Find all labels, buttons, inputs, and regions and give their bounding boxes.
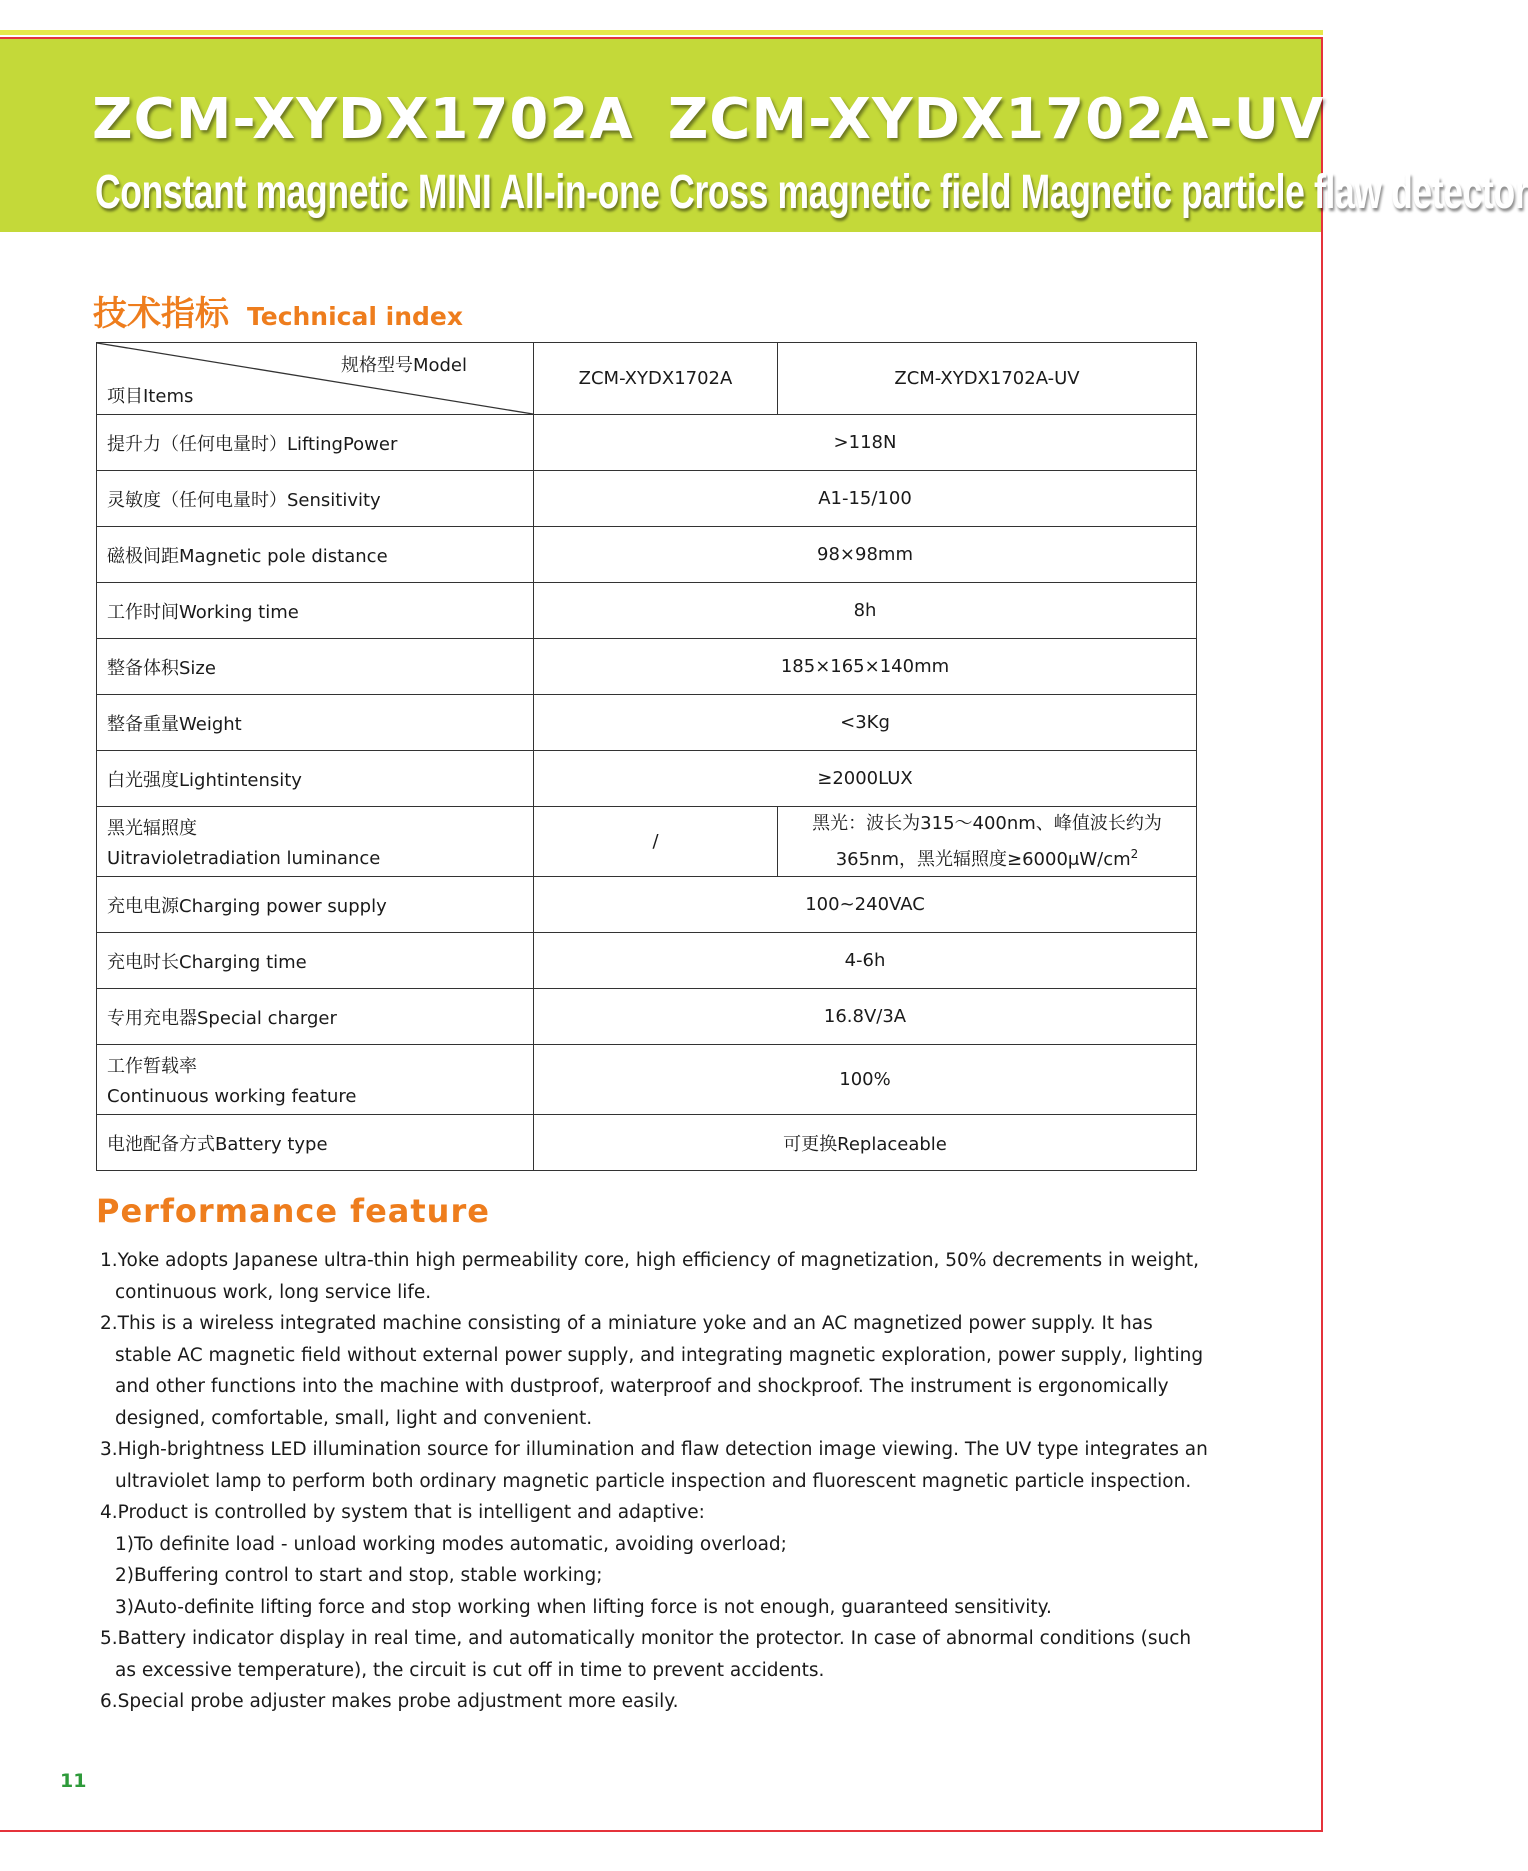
feature-item: 5.Battery indicator display in real time, and automatically monitor the protector. In case of abnormal conditions (such as excessive temperature), the circuit is cut off in time to prevent accidents. — [100, 1628, 1192, 1681]
row-label — [97, 807, 534, 877]
table-row — [97, 751, 1197, 807]
row-label: 白光强度Lightintensity — [97, 751, 534, 807]
row-label: 充电电源Charging power supply — [97, 877, 534, 933]
row-label: 整备重量Weight — [97, 695, 534, 751]
feature-subitem: 2)Buffering control to start and stop, stable working; — [115, 1565, 603, 1586]
uv-note-line2-text: 365nm，黑光辐照度≥6000μW/cm — [835, 848, 1131, 870]
row-value-a: / — [534, 807, 778, 877]
performance-heading: Performance feature — [96, 1192, 490, 1230]
table-row — [97, 527, 1197, 583]
row-label: 整备体积Size — [97, 639, 534, 695]
banner-subtitle: Constant magnetic MINI All-in-one Cross magnetic field Magnetic particle flaw detector — [95, 166, 1528, 219]
performance-list — [100, 1245, 1210, 1718]
row-label: 充电时长Charging time — [97, 933, 534, 989]
technical-index-heading — [93, 286, 463, 335]
feature-item: 2.This is a wireless integrated machine consisting of a miniature yoke and an AC magnetized power supply. It has stable AC magnetic field without external power supply, and integrating magnetic exploration, power supply, lighting and other functions into the machine with dustproof, waterproof and shockproof. The instrument is ergonomically designed, comfortable, small, light and convenient. — [100, 1313, 1204, 1429]
header-col-a: ZCM-XYDX1702A — [534, 343, 778, 415]
row-label — [97, 1045, 534, 1115]
model-b-title: ZCM-XYDX1702A-UV — [667, 87, 1325, 152]
feature-item: 4.Product is controlled by system that is intelligent and adaptive: — [100, 1502, 705, 1523]
table-row — [97, 989, 1197, 1045]
row-value: 4-6h — [534, 933, 1197, 989]
table-row — [97, 1045, 1197, 1115]
page-number: 11 — [60, 1770, 87, 1792]
row-value: 100~240VAC — [534, 877, 1197, 933]
table-row — [97, 471, 1197, 527]
row-label: 工作时间Working time — [97, 583, 534, 639]
table-row — [97, 583, 1197, 639]
feature-item: 6.Special probe adjuster makes probe adjustment more easily. — [100, 1691, 679, 1712]
unit-superscript: 2 — [1130, 846, 1139, 861]
heading-cn: 技术指标 — [93, 294, 229, 334]
header-diagonal-cell — [97, 343, 534, 415]
row-value: >118N — [534, 415, 1197, 471]
table-header-row — [97, 343, 1197, 415]
feature-item: 1.Yoke adopts Japanese ultra-thin high permeability core, high efficiency of magnetization, 50% decrements in weight, continuous work, long service life. — [100, 1250, 1200, 1303]
feature-item: 3.High-brightness LED illumination source for illumination and flaw detection image viewing. The UV type integrates an ultraviolet lamp to perform both ordinary magnetic particle inspection and fluorescent magnetic particle inspection. — [100, 1439, 1208, 1492]
row-value-b — [778, 807, 1197, 877]
table-row — [97, 1115, 1197, 1171]
title-banner — [0, 39, 1528, 232]
row-value: 16.8V/3A — [534, 989, 1197, 1045]
row-label-en: Continuous working feature — [107, 1086, 357, 1107]
table-row — [97, 639, 1197, 695]
row-value: <3Kg — [534, 695, 1197, 751]
top-stripe — [0, 30, 1323, 35]
table-row — [97, 807, 1197, 877]
feature-subitem: 3)Auto-definite lifting force and stop working when lifting force is not enough, guaranteed sensitivity. — [115, 1596, 1052, 1618]
uv-note-line2 — [788, 839, 1186, 875]
feature-subitem: 1)To definite load - unload working modes automatic, avoiding overload; — [115, 1533, 787, 1555]
row-value: 可更换Replaceable — [534, 1115, 1197, 1171]
row-value: 100% — [534, 1045, 1197, 1115]
row-value: ≥2000LUX — [534, 751, 1197, 807]
row-label: 磁极间距Magnetic pole distance — [97, 527, 534, 583]
header-items-label: 项目Items — [107, 386, 194, 407]
row-label-cn: 工作暂载率 — [107, 1056, 197, 1077]
model-a-title: ZCM-XYDX1702A — [92, 87, 634, 152]
row-label-en: Uitravioletradiation luminance — [107, 848, 381, 869]
uv-note-line1: 黑光：波长为315～400nm、峰值波长约为 — [812, 812, 1162, 834]
spec-table — [96, 342, 1197, 1171]
table-row — [97, 877, 1197, 933]
row-value: 98×98mm — [534, 527, 1197, 583]
header-col-b: ZCM-XYDX1702A-UV — [778, 343, 1197, 415]
row-label: 电池配备方式Battery type — [97, 1115, 534, 1171]
row-label: 灵敏度（任何电量时）Sensitivity — [97, 471, 534, 527]
row-label: 专用充电器Special charger — [97, 989, 534, 1045]
banner-model-numbers — [92, 87, 1324, 152]
table-row — [97, 695, 1197, 751]
row-value: 185×165×140mm — [534, 639, 1197, 695]
table-row — [97, 415, 1197, 471]
row-label: 提升力（任何电量时）LiftingPower — [97, 415, 534, 471]
table-row — [97, 933, 1197, 989]
heading-en: Technical index — [247, 302, 463, 331]
row-label-cn: 黑光辐照度 — [107, 818, 197, 839]
row-value: 8h — [534, 583, 1197, 639]
row-value: A1-15/100 — [534, 471, 1197, 527]
header-model-label: 规格型号Model — [340, 355, 467, 376]
